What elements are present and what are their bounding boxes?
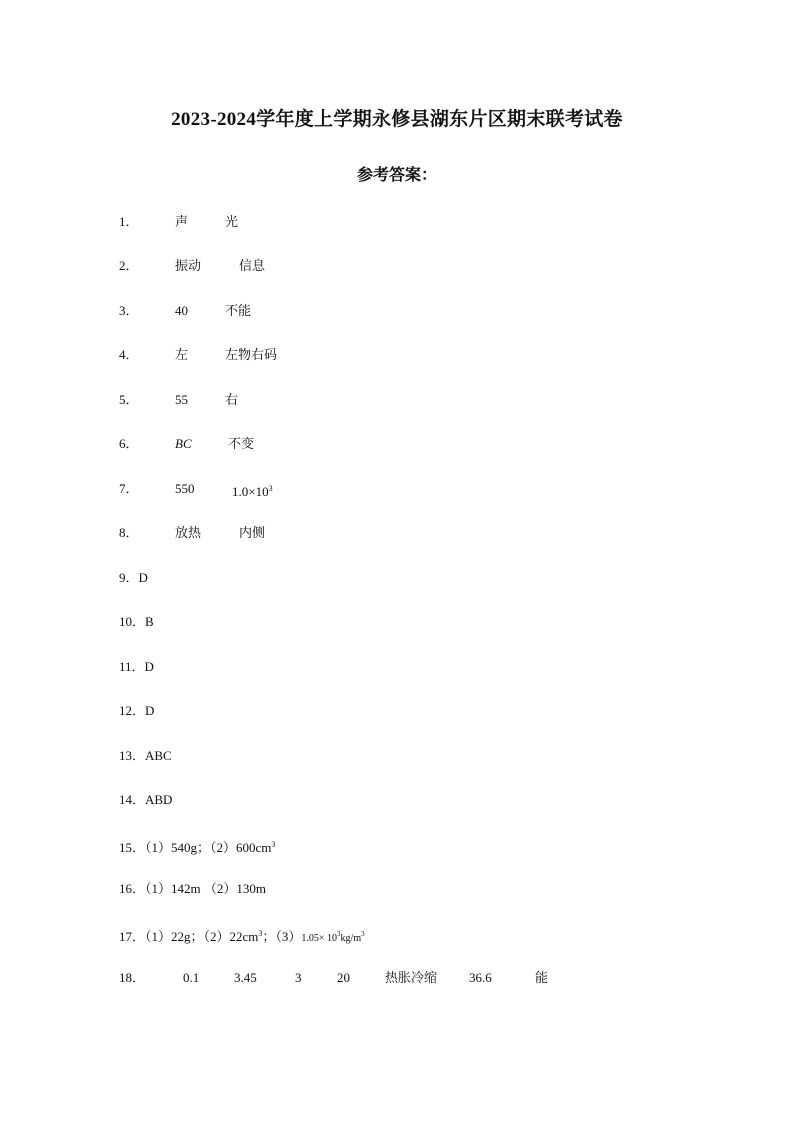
question-number: 7． (119, 481, 139, 496)
answer-blank: 左物右码 (225, 347, 278, 362)
answer-text: 17．（1）22g；（2）22cm (119, 929, 259, 944)
question-number: 4． (119, 347, 139, 362)
exponent: 3 (271, 840, 276, 849)
answer-blank: 36.6 (469, 970, 492, 985)
exponent: 3 (337, 930, 341, 938)
answer-line (119, 835, 275, 858)
answer-blank: 右 (225, 392, 239, 407)
answer-text: kg/m (340, 933, 362, 944)
question-number: 5． (119, 392, 139, 407)
answer-blank: 55 (175, 392, 188, 407)
answer-blank (232, 479, 273, 502)
answer-blank: 光 (225, 214, 239, 229)
answer-blank: 能 (535, 970, 549, 985)
answer-blank: 不能 (225, 303, 252, 318)
answer-blank: BC (175, 436, 192, 451)
answer-base: 1.0×10 (232, 484, 269, 499)
answer-blank: 内侧 (239, 525, 266, 540)
answer-blank: 3.45 (234, 970, 257, 985)
document-title: 2023-2024学年度上学期永修县湖东片区期末联考试卷 (171, 109, 623, 130)
answer-line: 11．D (119, 659, 154, 674)
answer-line: 10．B (119, 614, 154, 629)
answer-line (119, 924, 365, 949)
answer-line: 13．ABC (119, 748, 172, 763)
answer-blank: 20 (337, 970, 350, 985)
answer-text: ；（3） (262, 929, 302, 944)
answer-blank: 放热 (175, 525, 202, 540)
answer-text: 1.05× 10 (301, 933, 338, 944)
answer-blank: 左 (175, 347, 189, 362)
answer-blank: 40 (175, 303, 188, 318)
answer-blank: 振动 (175, 258, 202, 273)
question-number: 2． (119, 258, 139, 273)
answer-blank: 3 (295, 970, 302, 985)
answer-blank: 热胀冷缩 (385, 970, 438, 985)
answer-line: 14．ABD (119, 792, 173, 807)
answer-blank: 不变 (228, 436, 255, 451)
question-number: 6． (119, 436, 139, 451)
question-number: 8． (119, 525, 139, 540)
exponent: 3 (361, 930, 365, 938)
answer-line: 16．（1）142m （2）130m (119, 881, 266, 896)
answer-blank: 声 (175, 214, 189, 229)
answer-line: 12．D (119, 703, 155, 718)
answer-blank: 550 (175, 481, 195, 496)
exponent: 3 (258, 929, 263, 938)
answer-line: 9．D (119, 570, 148, 585)
question-number: 3． (119, 303, 139, 318)
question-number: 18． (119, 970, 146, 985)
question-number: 1． (119, 214, 139, 229)
answer-key-heading: 参考答案： (356, 167, 437, 184)
answer-text: 15．（1）540g；（2）600cm (119, 840, 272, 855)
answer-blank: 信息 (239, 258, 266, 273)
exponent: 3 (268, 484, 273, 493)
answer-blank: 0.1 (183, 970, 200, 985)
